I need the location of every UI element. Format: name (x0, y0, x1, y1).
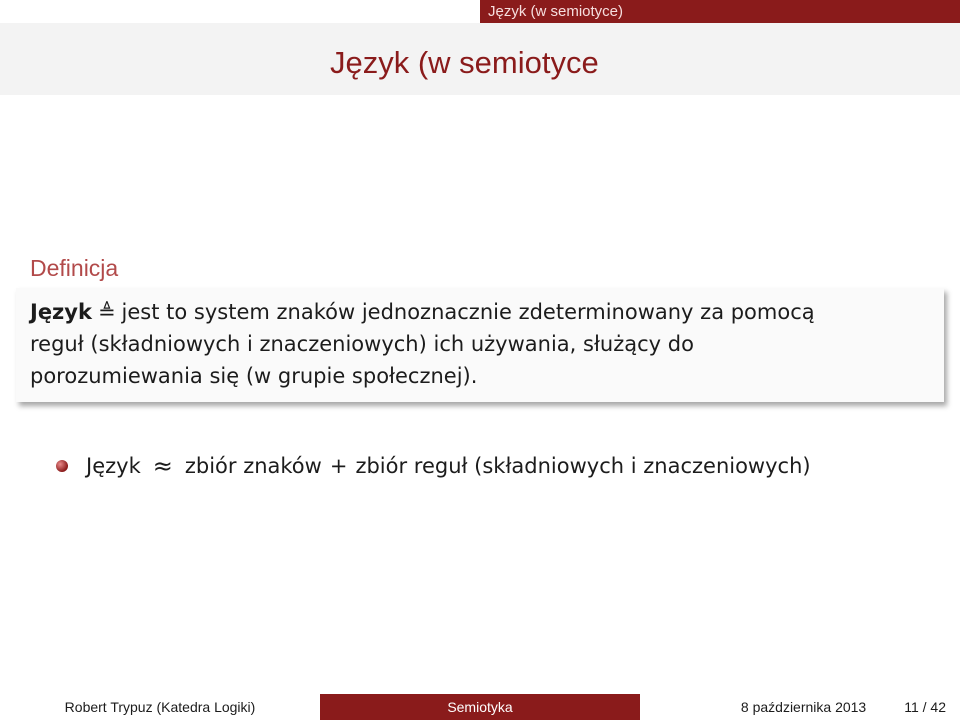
definition-line-2: reguł (składniowych i znaczeniowych) ich używania, służący do (30, 332, 694, 356)
footer-date: 8 października 2013 (740, 699, 867, 715)
definition-line-1 (30, 296, 930, 328)
bullet-lhs: Język (86, 454, 141, 478)
headline-section[interactable] (480, 0, 960, 23)
plus-symbol: + (329, 454, 348, 478)
bullet-ball-icon (56, 460, 68, 472)
frame-title-bar (0, 23, 960, 95)
frame-title: Język (w semiotyce (330, 45, 599, 80)
footer-author[interactable]: Robert Trypuz (Katedra Logiki) (0, 694, 320, 720)
headline-bar (0, 0, 960, 23)
definition-text-1: jest to system znaków jednoznacznie zdeterminowany za pomocą (121, 300, 815, 324)
footer-page-number: 11 / 42 (904, 699, 946, 715)
section-name: Język (w semiotyce) (488, 3, 624, 20)
definition-line-3: porozumiewania się (w grupie społecznej). (30, 364, 478, 388)
footer-date-page (640, 694, 960, 720)
definition-term: Język (30, 300, 92, 324)
headline-left (0, 0, 480, 23)
definition-block (16, 248, 944, 402)
approx-symbol: ≈ (152, 452, 173, 480)
bullet-item (56, 452, 811, 480)
defined-as-symbol: ≜ (97, 300, 116, 324)
bullet-part-1: zbiór znaków (184, 454, 322, 478)
definition-body (16, 288, 944, 402)
footer-title[interactable]: Semiotyka (320, 694, 640, 720)
bullet-part-2: zbiór reguł (składniowych i znaczeniowych) (355, 454, 811, 478)
footline (0, 694, 960, 720)
definition-title: Definicja (30, 255, 119, 281)
